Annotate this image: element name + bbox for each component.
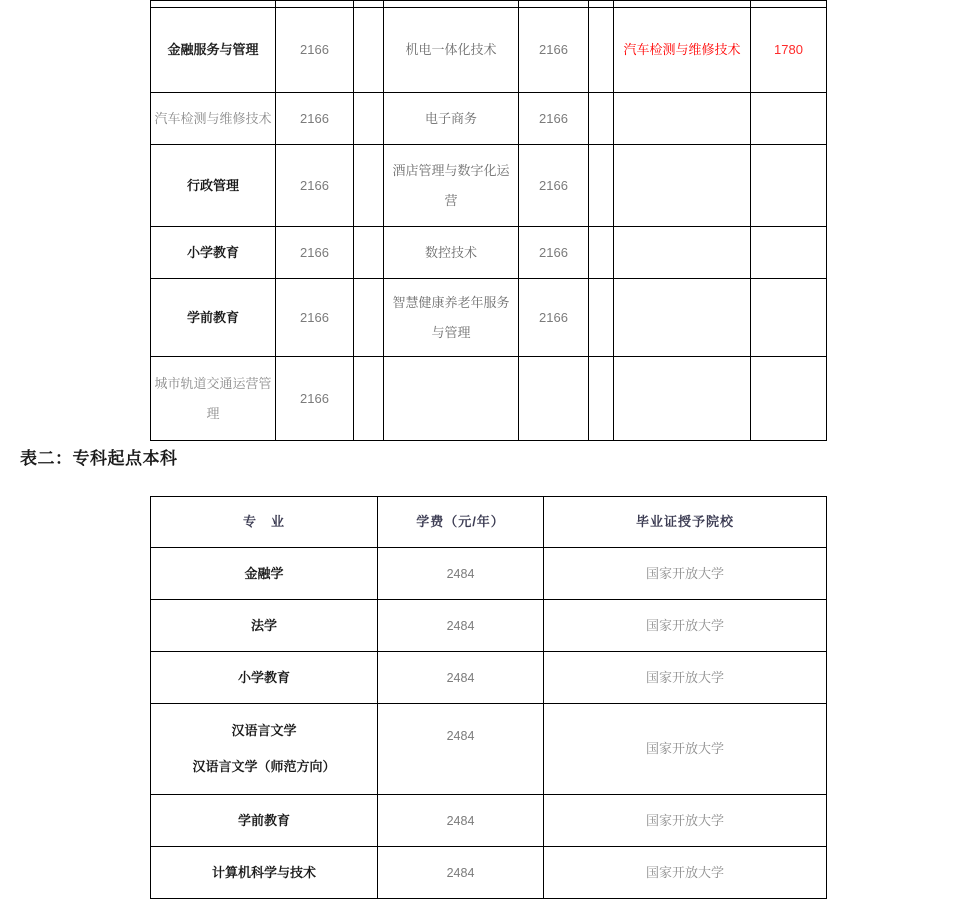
cell-fee: 2166: [519, 227, 589, 279]
cell-fee: 2166: [276, 145, 354, 227]
table-row: [151, 652, 827, 704]
cell-empty: [751, 279, 827, 357]
table-one-container: [150, 0, 826, 441]
cell: [384, 1, 519, 8]
cell-major-highlighted: 汽车检测与维修技术: [614, 8, 751, 93]
cell-major: 学前教育: [151, 795, 378, 847]
cell-spacer: [354, 93, 384, 145]
cell: [614, 1, 751, 8]
cell-institution: 国家开放大学: [544, 795, 827, 847]
cell-fee: 2484: [378, 847, 544, 899]
cell-institution: 国家开放大学: [544, 704, 827, 795]
header-major: 专 业: [151, 497, 378, 548]
cell-spacer: [354, 145, 384, 227]
cell-fee: 2166: [519, 145, 589, 227]
cell-fee-value: 2484: [446, 729, 475, 743]
table-row: [151, 93, 827, 145]
cell-fee: 2484: [378, 652, 544, 704]
table-two-body: [151, 497, 827, 899]
table-row: [151, 279, 827, 357]
cell-major: 机电一体化技术: [384, 8, 519, 93]
cell-major: 电子商务: [384, 93, 519, 145]
table-row: [151, 548, 827, 600]
cell-empty: [519, 357, 589, 441]
table-row: [151, 145, 827, 227]
cell-major: 金融服务与管理: [151, 8, 276, 93]
cell-empty: [614, 279, 751, 357]
cell-major: 小学教育: [151, 227, 276, 279]
cell-fee: 2484: [378, 548, 544, 600]
table-row: [151, 600, 827, 652]
cell-institution: 国家开放大学: [544, 548, 827, 600]
header-institution: 毕业证授予院校: [544, 497, 827, 548]
cell-spacer: [589, 227, 614, 279]
cell: [519, 1, 589, 8]
cell: [276, 1, 354, 8]
cell-fee: 2166: [276, 227, 354, 279]
cell-spacer: [589, 93, 614, 145]
table-header-row: [151, 497, 827, 548]
table-one-body: [151, 1, 827, 441]
cell-empty: [614, 145, 751, 227]
cell-empty: [384, 357, 519, 441]
cell-institution: 国家开放大学: [544, 847, 827, 899]
cell-major: 金融学: [151, 548, 378, 600]
cell-fee: [378, 704, 544, 795]
table-row: [151, 704, 827, 795]
cell-empty: [614, 227, 751, 279]
table-row: [151, 8, 827, 93]
cell-major-lines: [154, 713, 374, 785]
cell-fee: 2166: [276, 93, 354, 145]
cell-empty: [751, 93, 827, 145]
cell: [354, 1, 384, 8]
cell: [151, 1, 276, 8]
cell-fee: 2484: [378, 795, 544, 847]
cell-major: 汽车检测与维修技术: [151, 93, 276, 145]
table-row: [151, 847, 827, 899]
cell-spacer: [589, 8, 614, 93]
cell-major: 学前教育: [151, 279, 276, 357]
section-caption-table-two: 表二：专科起点本科: [20, 449, 178, 468]
cell-empty: [751, 227, 827, 279]
cell-fee: 2484: [378, 600, 544, 652]
cell-spacer: [589, 279, 614, 357]
cell-major: 城市轨道交通运营管理: [151, 357, 276, 441]
cell-spacer: [354, 357, 384, 441]
cell-major: 智慧健康养老年服务与管理: [384, 279, 519, 357]
table-two-container: [150, 496, 826, 899]
cell-fee: 2166: [276, 357, 354, 441]
cell-spacer: [354, 227, 384, 279]
cell-empty: [751, 145, 827, 227]
cell-fee: 2166: [519, 279, 589, 357]
header-tuition: 学费（元/年）: [378, 497, 544, 548]
cell: [589, 1, 614, 8]
cell-spacer: [589, 145, 614, 227]
cell-major: 计算机科学与技术: [151, 847, 378, 899]
tuition-table-specialist: [150, 0, 827, 441]
cell-fee: 2166: [276, 8, 354, 93]
table-row: [151, 227, 827, 279]
cell-major: [151, 704, 378, 795]
cell-fee: 2166: [276, 279, 354, 357]
cell-major-line-2: 汉语言文学（师范方向）: [192, 759, 336, 774]
cell-major: 行政管理: [151, 145, 276, 227]
cell-spacer: [589, 357, 614, 441]
table-row: [151, 357, 827, 441]
cell-spacer: [354, 279, 384, 357]
cell-empty: [614, 93, 751, 145]
cell-fee: 2166: [519, 93, 589, 145]
cell-institution: 国家开放大学: [544, 600, 827, 652]
cell-fee: 2166: [519, 8, 589, 93]
cell-major: 小学教育: [151, 652, 378, 704]
cell-empty: [614, 357, 751, 441]
cell-spacer: [354, 8, 384, 93]
tuition-table-undergraduate: [150, 496, 827, 899]
cell-fee-highlighted: 1780: [751, 8, 827, 93]
cell-institution: 国家开放大学: [544, 652, 827, 704]
cell-major: 数控技术: [384, 227, 519, 279]
table-row-partial: [151, 1, 827, 8]
table-row: [151, 795, 827, 847]
cell-major-line-1: 汉语言文学: [231, 723, 297, 738]
cell: [751, 1, 827, 8]
cell-major: 法学: [151, 600, 378, 652]
cell-major: 酒店管理与数字化运营: [384, 145, 519, 227]
cell-empty: [751, 357, 827, 441]
